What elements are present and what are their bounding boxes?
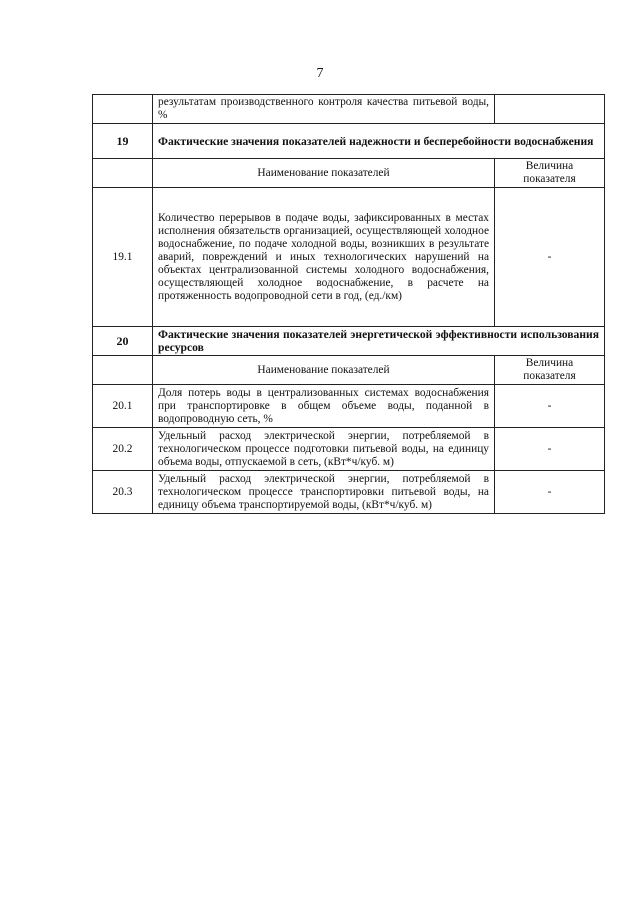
row-value: - — [495, 188, 605, 327]
section-header-row — [93, 124, 605, 159]
row-value: - — [495, 385, 605, 428]
row-number: 20.1 — [93, 385, 153, 428]
section-number: 19 — [93, 124, 153, 159]
page-number: 7 — [316, 66, 324, 81]
column-header-blank — [93, 356, 153, 385]
column-header-blank — [93, 159, 153, 188]
column-header-name: Наименование показателей — [153, 356, 495, 385]
column-header-value: Величина показателя — [495, 356, 605, 385]
continuation-text: результатам производственного контроля качества питьевой воды, % — [153, 95, 495, 124]
row-value: - — [495, 428, 605, 471]
indicators-table — [92, 94, 605, 514]
row-text: Удельный расход электрической энергии, потребляемой в технологическом процессе транспортировки питьевой воды, на единицу объема транспортируемой воды, (кВт*ч/куб. м) — [153, 471, 495, 514]
table-row — [93, 385, 605, 428]
section-number: 20 — [93, 327, 153, 356]
row-text: Удельный расход электрической энергии, потребляемой в технологическом процессе подготовки питьевой воды, на единицу объема воды, отпускаемой в сеть, (кВт*ч/куб. м) — [153, 428, 495, 471]
table-row-continuation — [93, 95, 605, 124]
row-number: 20.2 — [93, 428, 153, 471]
column-header-value: Величина показателя — [495, 159, 605, 188]
section-header-row — [93, 327, 605, 356]
table-row — [93, 471, 605, 514]
row-number-cell — [93, 95, 153, 124]
section-title: Фактические значения показателей надежности и бесперебойности водоснабжения — [153, 124, 605, 159]
table-row — [93, 188, 605, 327]
row-text: Количество перерывов в подаче воды, зафиксированных в местах исполнения обязательств организацией, осуществляющей холодное водоснабжение, по подаче холодной воды, возникших в результате аварий, повреждений и иных технологических нарушений на объектах централизованной системы холодного водоснабжения, осуществляющей холодное водоснабжение, в расчете на протяженность водопроводной сети в год, (ед./км) — [153, 188, 495, 327]
column-header-name: Наименование показателей — [153, 159, 495, 188]
table-row — [93, 428, 605, 471]
column-header-row — [93, 159, 605, 188]
row-value: - — [495, 471, 605, 514]
row-text: Доля потерь воды в централизованных системах водоснабжения при транспортировке в общем объеме воды, поданной в водопроводную сеть, % — [153, 385, 495, 428]
row-number: 19.1 — [93, 188, 153, 327]
column-header-row — [93, 356, 605, 385]
section-title: Фактические значения показателей энергетической эффективности использования ресурсов — [153, 327, 605, 356]
row-value-cell — [495, 95, 605, 124]
row-number: 20.3 — [93, 471, 153, 514]
